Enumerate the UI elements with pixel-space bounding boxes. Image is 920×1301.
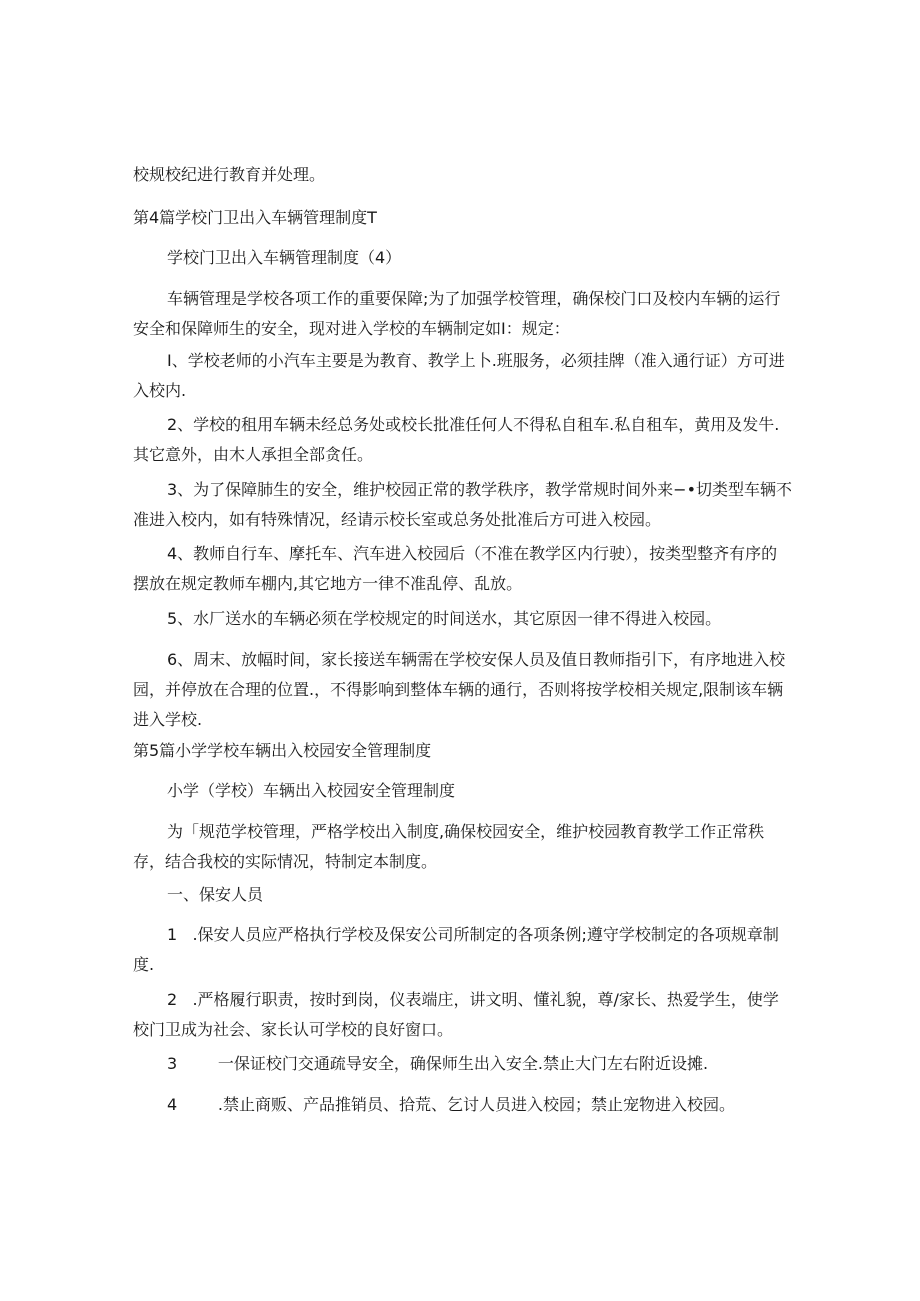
paragraph: 为「规范学校管理，严格学校出入制度,确保校园安全，维护校园教育教学工作正常秩存，结合我校的实际情况，特制定本制度。: [133, 822, 765, 871]
paragraph: 1 .保安人员应严格执行学校及保安公司所制定的各项条例;遵守学校制定的各项规章制度.: [133, 925, 779, 974]
section-title-5: 小学（学校）车辆出入校园安全管理制度: [167, 781, 456, 800]
paragraph: 3 一保证校门交通疏导安全，确保师生出入安全.禁止大门左右附近设摊.: [167, 1054, 709, 1073]
paragraph: I、学校老师的小汽车主要是为教育、教学上卜.班服务，必须挂牌（准入通行证）方可进入校内.: [133, 351, 785, 400]
paragraph: 4 .禁止商贩、产品推销员、拾荒、乞讨人员进入校园；禁止宠物进入校园。: [167, 1095, 735, 1114]
paragraph: 一、保安人员: [167, 885, 264, 904]
paragraph: 3、为了保障肺生的安全，维护校园正常的教学秩序，教学常规时间外来−•切类型车辆不准进入校内，如有特殊情况，经请示校长室或总务处批准后方可进入校园。: [133, 480, 793, 529]
paragraph: 6、周末、放幅时间，家长接送车辆需在学校安保人员及值日教师指引下，有序地进入校园，并停放在合理的位置.，不得影响到整体车辆的通行，否则将按学校相关规定,限制该车辆进入学校.: [133, 650, 786, 729]
section-heading-5: 第5篇小学学校车辆出入校园安全管理制度: [133, 741, 432, 760]
paragraph: 5、水厂送水的车辆必须在学校规定的时间送水，其它原因一律不得进入校园。: [167, 609, 722, 628]
paragraph: 2、学校的租用车辆未经总务处或校长批准任何人不得私自租车.私自租车，黄用及发牛.其它意外，由木人承担全部贪任。: [133, 415, 780, 464]
paragraph: 校规校纪进行教育并处理。: [133, 165, 326, 184]
section-heading-4: 第4篇学校门卫出入车辆管理制度T: [133, 208, 377, 227]
paragraph: 车辆管理是学校各项工作的重要保障;为了加强学校管理，确保校门口及校内车辆的运行安全和保障师生的安全，现对进入学校的车辆制定如I：规定：: [133, 289, 781, 338]
paragraph: 4、教师自行车、摩托车、汽车进入校园后（不准在教学区内行驶），按类型整齐有序的摆放在规定教师车棚内,其它地方一律不准乱停、乱放。: [133, 544, 778, 593]
paragraph: 2 .严格履行职责，按时到岗，仪表端庄，讲文明、懂礼貌，尊/家长、热爱学生，使学校门卫成为社会、家长认可学校的良好窗口。: [133, 990, 779, 1039]
section-title-4: 学校门卫出入车辆管理制度（4）: [167, 248, 402, 267]
